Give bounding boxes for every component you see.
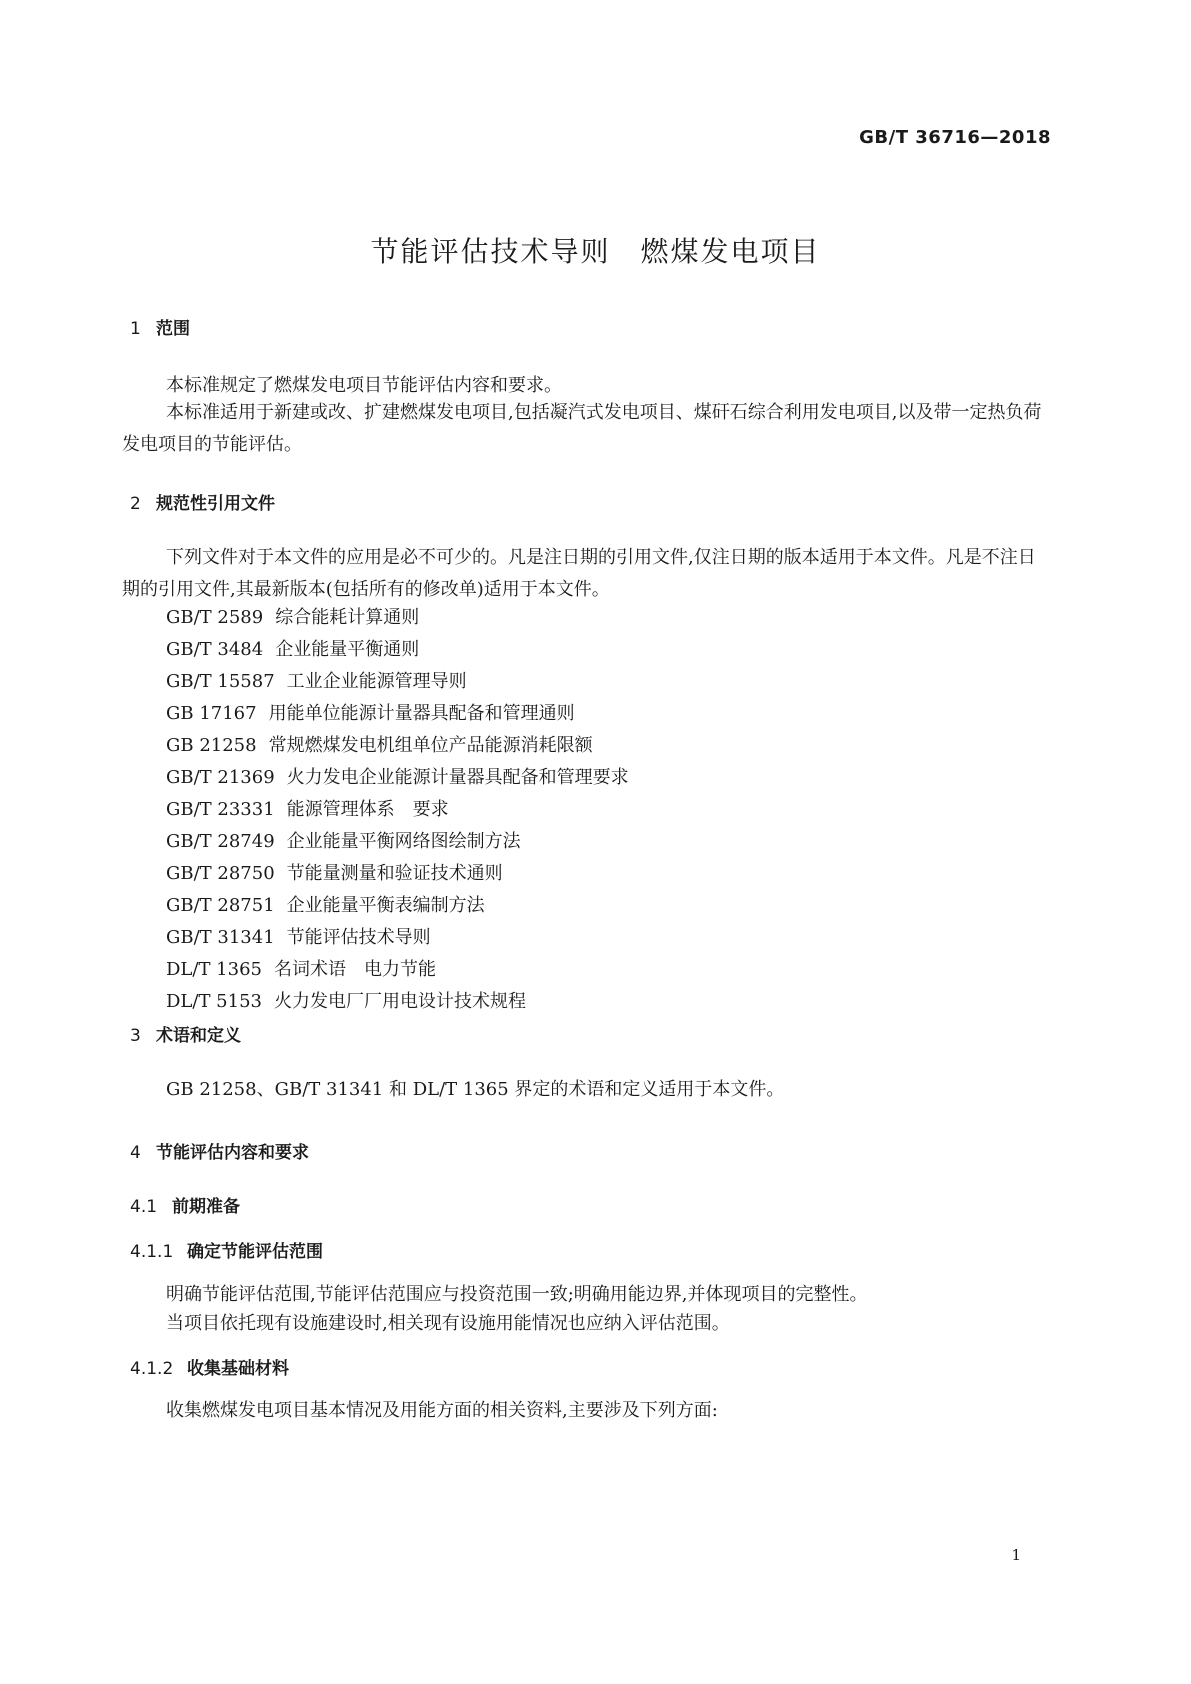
- terms-paragraph: GB 21258、GB/T 31341 和 DL/T 1365 界定的术语和定义适用于本文件。: [166, 1079, 785, 1100]
- reference-title: 工业企业能源管理导则: [286, 671, 467, 692]
- section-4-heading: [130, 1138, 309, 1163]
- section-number: 1: [130, 319, 141, 339]
- reference-code: GB/T 2589: [166, 607, 264, 628]
- reference-list: [166, 602, 629, 1018]
- reference-title: 企业能量平衡网络图绘制方法: [286, 831, 521, 852]
- scope-paragraph-1: 本标准规定了燃煤发电项目节能评估内容和要求。: [166, 375, 562, 396]
- reference-item: [166, 666, 629, 698]
- reference-title: 用能单位能源计量器具配备和管理通则: [268, 703, 575, 724]
- reference-item: [166, 826, 629, 858]
- section-number: 4.1.1: [130, 1242, 174, 1262]
- section-4-1-heading: [130, 1192, 240, 1217]
- section-title: 确定节能评估范围: [187, 1242, 323, 1262]
- section-title: 规范性引用文件: [156, 494, 275, 514]
- reference-title: 企业能量平衡表编制方法: [286, 895, 485, 916]
- reference-code: GB/T 15587: [166, 671, 275, 692]
- section-4-1-1-heading: [130, 1237, 323, 1262]
- reference-code: GB/T 21369: [166, 767, 275, 788]
- reference-code: GB/T 28749: [166, 831, 275, 852]
- standard-code: GB/T 36716—2018: [859, 127, 1051, 148]
- references-intro: 下列文件对于本文件的应用是必不可少的。凡是注日期的引用文件,仅注日期的版本适用于本文件。凡是不注日期的引用文件,其最新版本(包括所有的修改单)适用于本文件。: [122, 547, 1036, 600]
- reference-code: GB/T 28751: [166, 895, 275, 916]
- scope-paragraph-2: 本标准适用于新建或改、扩建燃煤发电项目,包括凝汽式发电项目、煤矸石综合利用发电项目,以及带一定热负荷发电项目的节能评估。: [122, 402, 1042, 455]
- section-3-heading: [130, 1021, 241, 1046]
- reference-item: [166, 794, 629, 826]
- section-number: 3: [130, 1026, 141, 1046]
- section-number: 4.1.2: [130, 1359, 174, 1379]
- reference-code: GB/T 3484: [166, 639, 264, 660]
- section-title: 收集基础材料: [187, 1359, 289, 1379]
- reference-item: [166, 858, 629, 890]
- section-number: 4: [130, 1143, 141, 1163]
- reference-code: GB/T 23331: [166, 799, 275, 820]
- reference-title: 企业能量平衡通则: [275, 639, 420, 660]
- section-title: 术语和定义: [156, 1026, 241, 1046]
- document-title: 节能评估技术导则 燃煤发电项目: [370, 235, 821, 268]
- reference-code: DL/T 1365: [166, 959, 262, 980]
- reference-item: [166, 698, 629, 730]
- reference-title: 名词术语 电力节能: [274, 959, 436, 980]
- scope-determination-paragraph-2: 当项目依托现有设施建设时,相关现有设施用能情况也应纳入评估范围。: [166, 1313, 730, 1334]
- reference-code: GB 21258: [166, 735, 257, 756]
- section-number: 2: [130, 494, 141, 514]
- basic-materials-paragraph: 收集燃煤发电项目基本情况及用能方面的相关资料,主要涉及下列方面:: [166, 1400, 718, 1421]
- page-number: 1: [1011, 1546, 1021, 1564]
- reference-code: GB/T 28750: [166, 863, 275, 884]
- section-1-heading: [130, 314, 190, 339]
- reference-title: 常规燃煤发电机组单位产品能源消耗限额: [268, 735, 593, 756]
- reference-item: [166, 762, 629, 794]
- reference-item: [166, 922, 629, 954]
- reference-item: [166, 634, 629, 666]
- reference-title: 综合能耗计算通则: [275, 607, 420, 628]
- section-title: 前期准备: [172, 1197, 240, 1217]
- reference-item: [166, 602, 629, 634]
- reference-title: 火力发电企业能源计量器具配备和管理要求: [286, 767, 629, 788]
- reference-title: 火力发电厂厂用电设计技术规程: [274, 991, 526, 1012]
- reference-item: [166, 730, 629, 762]
- section-title: 节能评估内容和要求: [156, 1143, 309, 1163]
- reference-title: 节能量测量和验证技术通则: [286, 863, 503, 884]
- section-2-heading: [130, 489, 275, 514]
- reference-item: [166, 954, 629, 986]
- section-4-1-2-heading: [130, 1354, 289, 1379]
- reference-code: GB/T 31341: [166, 927, 275, 948]
- reference-item: [166, 890, 629, 922]
- section-title: 范围: [156, 319, 190, 339]
- reference-item: [166, 986, 629, 1018]
- reference-code: GB 17167: [166, 703, 257, 724]
- section-number: 4.1: [130, 1197, 158, 1217]
- reference-code: DL/T 5153: [166, 991, 262, 1012]
- scope-determination-paragraph-1: 明确节能评估范围,节能评估范围应与投资范围一致;明确用能边界,并体现项目的完整性。: [166, 1284, 868, 1305]
- reference-title: 能源管理体系 要求: [286, 799, 449, 820]
- reference-title: 节能评估技术导则: [286, 927, 431, 948]
